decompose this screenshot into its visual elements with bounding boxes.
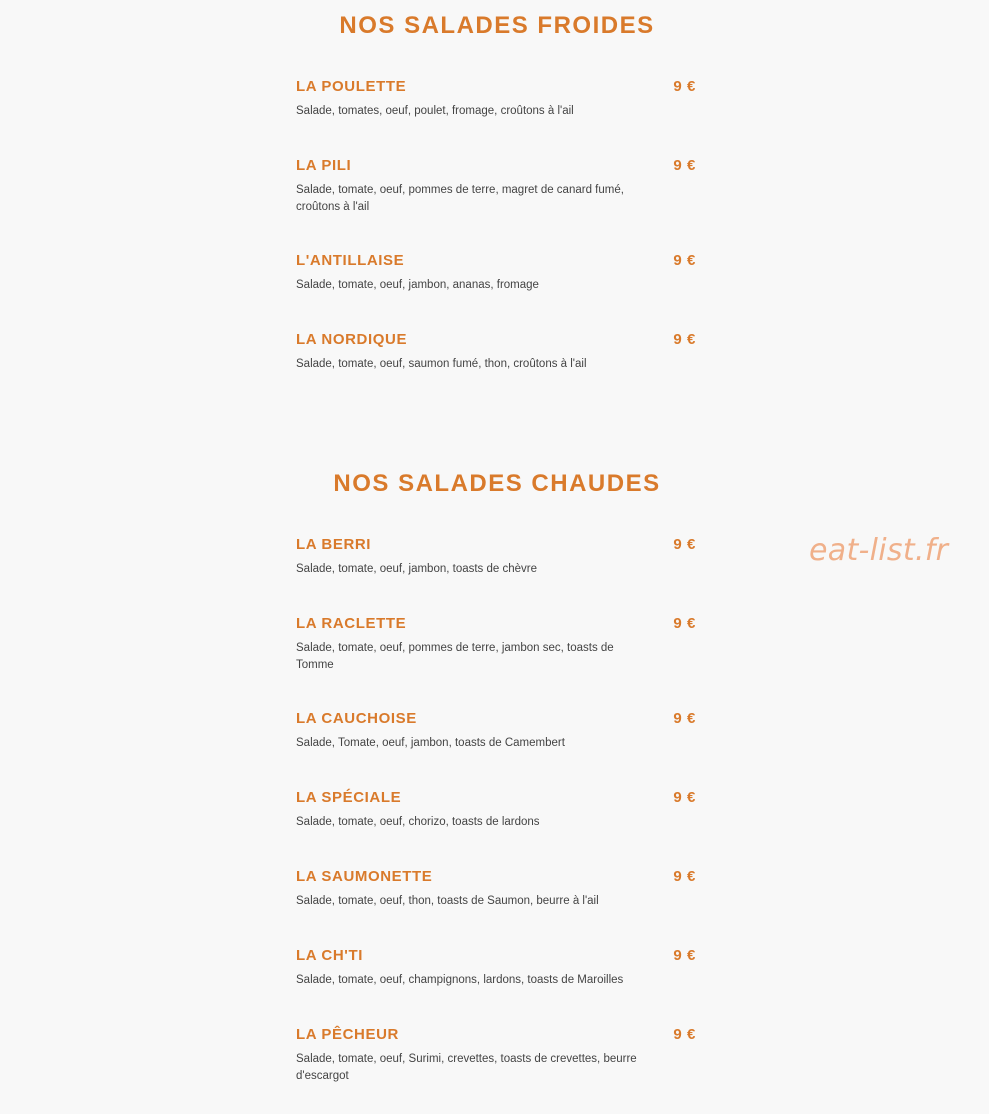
item-description: Salade, tomate, oeuf, jambon, ananas, fromage xyxy=(296,279,539,291)
item-price: 9 € xyxy=(673,789,696,806)
item-price: 9 € xyxy=(673,331,696,348)
item-name: LA PÊCHEUR xyxy=(296,1026,399,1043)
item-description: Salade, tomate, oeuf, pommes de terre, jambon sec, toasts de Tomme xyxy=(296,642,614,671)
item-description: Salade, tomate, oeuf, thon, toasts de Saumon, beurre à l'ail xyxy=(296,895,599,907)
item-price: 9 € xyxy=(673,947,696,964)
item-description: Salade, tomate, oeuf, chorizo, toasts de lardons xyxy=(296,816,540,828)
item-price: 9 € xyxy=(673,1026,696,1043)
item-price: 9 € xyxy=(673,710,696,727)
watermark: eat-list.fr xyxy=(809,533,949,568)
item-price: 9 € xyxy=(673,615,696,632)
item-name: LA PILI xyxy=(296,157,352,174)
section-title-salades-chaudes: NOS SALADES CHAUDES xyxy=(333,470,661,497)
item-price: 9 € xyxy=(673,868,696,885)
item-name: LA CH'TI xyxy=(296,947,363,964)
item-name: L'ANTILLAISE xyxy=(296,252,405,269)
item-name: LA BERRI xyxy=(296,536,372,553)
item-price: 9 € xyxy=(673,252,696,269)
item-description: Salade, tomates, oeuf, poulet, fromage, croûtons à l'ail xyxy=(296,105,574,117)
item-name: LA RACLETTE xyxy=(296,615,407,632)
item-price: 9 € xyxy=(673,78,696,95)
item-name: LA SAUMONETTE xyxy=(296,868,433,885)
item-description: Salade, tomate, oeuf, champignons, lardons, toasts de Maroilles xyxy=(296,974,624,986)
item-description: Salade, tomate, oeuf, saumon fumé, thon, croûtons à l'ail xyxy=(296,358,587,370)
item-name: LA NORDIQUE xyxy=(296,331,408,348)
item-description: Salade, Tomate, oeuf, jambon, toasts de Camembert xyxy=(296,737,565,749)
item-description: Salade, tomate, oeuf, Surimi, crevettes, toasts de crevettes, beurre d'escargot xyxy=(296,1053,637,1082)
item-name: LA POULETTE xyxy=(296,78,407,95)
item-price: 9 € xyxy=(673,157,696,174)
item-name: LA CAUCHOISE xyxy=(296,710,417,727)
section-title-salades-froides: NOS SALADES FROIDES xyxy=(339,12,655,39)
item-name: LA SPÉCIALE xyxy=(296,789,402,806)
item-description: Salade, tomate, oeuf, pommes de terre, magret de canard fumé, croûtons à l'ail xyxy=(296,184,624,213)
item-description: Salade, tomate, oeuf, jambon, toasts de chèvre xyxy=(296,563,538,575)
item-price: 9 € xyxy=(673,536,696,553)
